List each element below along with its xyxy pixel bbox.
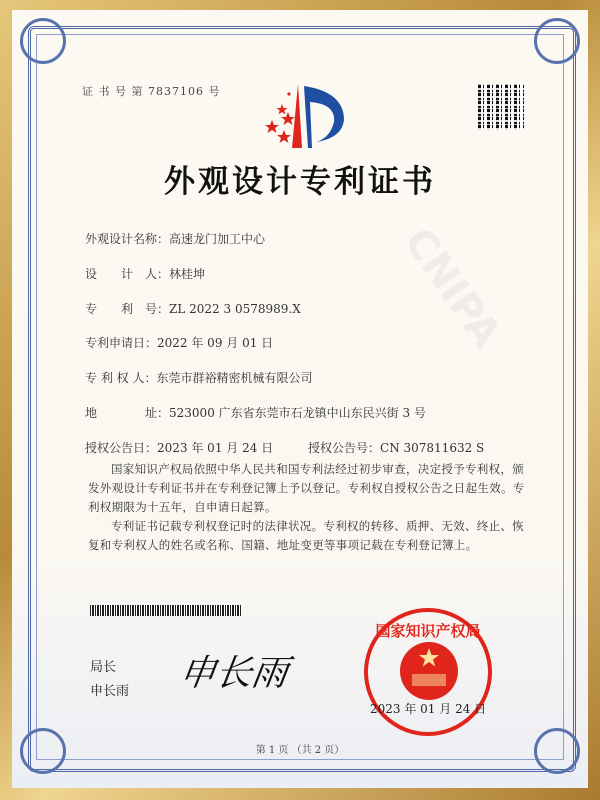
field-label: 专 利 权 人： <box>85 371 157 385</box>
field-design-name <box>85 230 265 247</box>
field-patent-number <box>85 300 301 317</box>
qr-code[interactable] <box>478 84 524 130</box>
field-designer <box>85 265 205 282</box>
field-label: 设 计 人： <box>85 267 170 281</box>
field-label: 授权公告日： <box>85 441 158 455</box>
field-label: 专利申请日： <box>85 336 158 350</box>
national-emblem-icon <box>398 642 460 700</box>
director-title: 局长 <box>90 660 117 675</box>
page-number: 第 1 页 （共 2 页） <box>255 745 345 756</box>
field-value: 东莞市群裕精密机械有限公司 <box>156 371 313 385</box>
seal-date: 2023 年 01 月 24 日 <box>370 702 487 716</box>
field-value: CN 307811632 S <box>380 441 485 455</box>
field-label: 地 址： <box>85 406 170 420</box>
field-value: 2022 年 09 月 01 日 <box>157 336 274 350</box>
certificate-number: 证 书 号 第 7837106 号 <box>82 85 221 98</box>
field-label: 授权公告号： <box>308 441 381 455</box>
statement-paragraph: 国家知识产权局依照中华人民共和国专利法经过初步审查，决定授予专利权，颁发外观设计专利证书并在专利登记簿上予以登记。专利权自授权公告之日起生效。专利权期限为十五年，自申请日起算。 <box>88 462 525 514</box>
page-title: 外观设计专利证书 <box>164 164 436 200</box>
field-value: 523000 广东省东莞市石龙镇中山东民兴街 3 号 <box>169 406 426 420</box>
director-signature: 申长雨 <box>176 653 291 694</box>
field-grant-date <box>85 439 273 456</box>
field-label: 外观设计名称： <box>85 232 170 246</box>
field-address <box>85 404 426 421</box>
seal-text: 国家知识产权局 <box>375 622 481 640</box>
cnipa-logo-icon <box>258 82 344 148</box>
barcode <box>90 605 242 616</box>
field-label: 专 利 号： <box>85 302 170 316</box>
corner-ornament-icon <box>20 18 66 64</box>
field-value: ZL 2022 3 0578989.X <box>169 302 301 316</box>
watermark: CNIPA <box>394 219 510 357</box>
field-patentee <box>85 369 312 386</box>
field-announcement-number <box>308 439 484 456</box>
field-value: 高速龙门加工中心 <box>169 232 266 246</box>
corner-ornament-icon <box>534 18 580 64</box>
director-name: 申长雨 <box>90 684 130 699</box>
field-value: 林桂坤 <box>169 267 206 281</box>
field-application-date <box>85 334 273 351</box>
statement-paragraph: 专利证书记载专利权登记时的法律状况。专利权的转移、质押、无效、终止、恢复和专利权人的姓名或名称、国籍、地址变更等事项记载在专利登记簿上。 <box>88 519 524 552</box>
field-value: 2023 年 01 月 24 日 <box>157 441 274 455</box>
